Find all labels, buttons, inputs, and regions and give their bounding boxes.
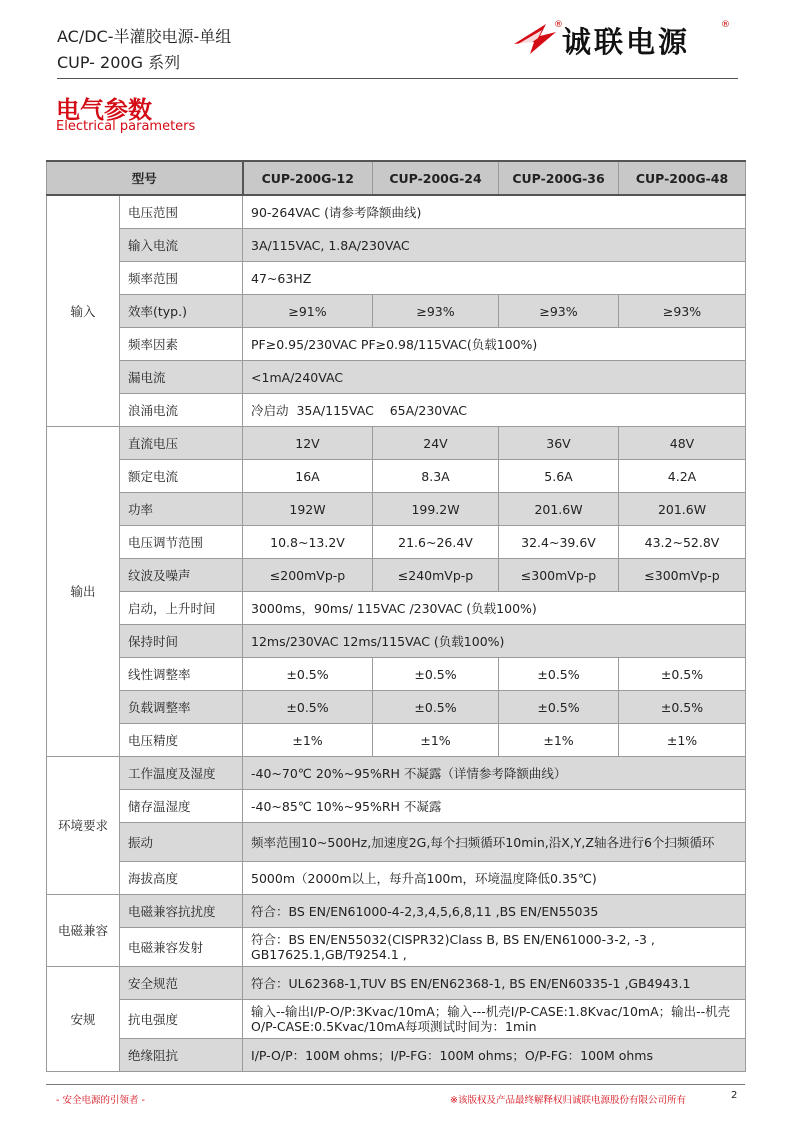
param-name: 启动，上升时间 [120,592,243,625]
table-row [47,757,746,790]
param-name: 漏电流 [120,361,243,394]
param-value: 201.6W [499,493,619,526]
table-row [47,724,746,757]
param-name: 频率因素 [120,328,243,361]
param-name: 频率范围 [120,262,243,295]
param-value: 24V [373,427,499,460]
table-row [47,862,746,895]
param-name: 工作温度及湿度 [120,757,243,790]
table-row [47,460,746,493]
param-name: 电磁兼容抗扰度 [120,895,243,928]
param-value: ≤200mVp-p [243,559,373,592]
param-value: 5.6A [499,460,619,493]
param-value: ≤240mVp-p [373,559,499,592]
param-value: <1mA/240VAC [243,361,746,394]
footer-copyright: ※该版权及产品最终解释权归诚联电源股份有限公司所有 [450,1095,686,1106]
table-row [47,427,746,460]
param-value: ±0.5% [373,691,499,724]
table-row [47,229,746,262]
footer-divider [46,1084,745,1085]
param-value: PF≥0.95/230VAC PF≥0.98/115VAC(负载100%) [243,328,746,361]
param-name: 电磁兼容发射 [120,928,243,967]
param-value: 47~63HZ [243,262,746,295]
param-value: 5000m（2000m以上，每升高100m，环境温度降低0.35℃) [243,862,746,895]
param-name: 储存温湿度 [120,790,243,823]
param-value: -40~85℃ 10%~95%RH 不凝露 [243,790,746,823]
model-name: CUP-200G-36 [499,161,619,195]
param-value: 192W [243,493,373,526]
param-name: 电压调节范围 [120,526,243,559]
param-name: 绝缘阻抗 [120,1039,243,1072]
param-value: 8.3A [373,460,499,493]
param-value: ≥93% [499,295,619,328]
group-label-safety: 安规 [47,967,120,1072]
table-row [47,361,746,394]
group-label-input: 输入 [47,195,120,427]
param-value: 36V [499,427,619,460]
param-name: 直流电压 [120,427,243,460]
table-row [47,559,746,592]
param-value: 输入--输出I/P-O/P:3Kvac/10mA；输入---机壳I/P-CASE:1.8Kvac/10mA；输出--机壳O/P-CASE:0.5Kvac/10mA每项测试时间为：1min [243,1000,746,1039]
param-value: 10.8~13.2V [243,526,373,559]
section-subtitle: Electrical parameters [56,119,196,134]
param-name: 功率 [120,493,243,526]
param-name: 额定电流 [120,460,243,493]
param-value: ±0.5% [619,691,746,724]
logo-arrow-icon [512,18,560,62]
param-name: 负载调整率 [120,691,243,724]
table-row [47,295,746,328]
param-value: ≤300mVp-p [499,559,619,592]
table-row [47,394,746,427]
electrical-parameters-table [46,160,746,1072]
param-value: I/P-O/P：100M ohms；I/P-FG：100M ohms；O/P-FG：100M ohms [243,1039,746,1072]
table-row [47,625,746,658]
param-value: 21.6~26.4V [373,526,499,559]
param-value: 符合：BS EN/EN61000-4-2,3,4,5,6,8,11 ,BS EN/EN55035 [243,895,746,928]
param-value: 16A [243,460,373,493]
param-name: 浪涌电流 [120,394,243,427]
model-name: CUP-200G-48 [619,161,746,195]
param-name: 保持时间 [120,625,243,658]
param-value: 32.4~39.6V [499,526,619,559]
footer-slogan: - 安全电源的引领者 - [56,1095,145,1106]
table-row [47,895,746,928]
registered-mark: ® [554,20,563,30]
series-subtitle: CUP- 200G 系列 [57,53,181,72]
param-name: 电压范围 [120,195,243,229]
company-logo [512,18,734,62]
param-value: ±0.5% [243,691,373,724]
registered-mark: ® [721,20,730,30]
param-value: 3A/115VAC, 1.8A/230VAC [243,229,746,262]
table-row [47,328,746,361]
param-value: ≥93% [619,295,746,328]
param-name: 安全规范 [120,967,243,1000]
param-value: 4.2A [619,460,746,493]
param-name: 输入电流 [120,229,243,262]
page-number: 2 [731,1090,738,1101]
param-value: 冷启动 35A/115VAC 65A/230VAC [243,394,746,427]
table-row [47,262,746,295]
param-value: -40~70℃ 20%~95%RH 不凝露（详情参考降额曲线） [243,757,746,790]
table-row [47,658,746,691]
table-header-row [47,161,746,195]
param-value: 符合：UL62368-1,TUV BS EN/EN62368-1, BS EN/EN60335-1 ,GB4943.1 [243,967,746,1000]
param-name: 振动 [120,823,243,862]
param-value: 43.2~52.8V [619,526,746,559]
param-value: 201.6W [619,493,746,526]
param-value: ±1% [619,724,746,757]
table-row [47,691,746,724]
param-value: 199.2W [373,493,499,526]
model-name: CUP-200G-24 [373,161,499,195]
param-value: ±0.5% [619,658,746,691]
series-title: AC/DC-半灌胶电源-单组 [57,27,232,46]
table-row [47,790,746,823]
param-value: ±1% [243,724,373,757]
param-name: 抗电强度 [120,1000,243,1039]
group-label-environment: 环境要求 [47,757,120,895]
param-name: 电压精度 [120,724,243,757]
param-value: ≤300mVp-p [619,559,746,592]
param-value: 符合：BS EN/EN55032(CISPR32)Class B, BS EN/EN61000-3-2, -3 , GB17625.1,GB/T9254.1 , [243,928,746,967]
param-value: 90-264VAC (请参考降额曲线) [243,195,746,229]
header-divider [57,78,738,79]
param-value: ±1% [499,724,619,757]
param-value: ≥91% [243,295,373,328]
param-value: ≥93% [373,295,499,328]
group-label-emc: 电磁兼容 [47,895,120,967]
param-name: 海拔高度 [120,862,243,895]
param-value: ±0.5% [499,658,619,691]
param-name: 纹波及噪声 [120,559,243,592]
param-value: ±0.5% [373,658,499,691]
group-label-output: 输出 [47,427,120,757]
table-row [47,195,746,229]
param-value: 12V [243,427,373,460]
param-value: 频率范围10~500Hz,加速度2G,每个扫频循环10min,沿X,Y,Z轴各进行6个扫频循环 [243,823,746,862]
model-header: 型号 [47,161,243,195]
table-row [47,1000,746,1039]
param-value: ±0.5% [243,658,373,691]
param-value: ±1% [373,724,499,757]
table-row [47,928,746,967]
param-value: ±0.5% [499,691,619,724]
table-row [47,967,746,1000]
model-name: CUP-200G-12 [243,161,373,195]
param-value: 12ms/230VAC 12ms/115VAC (负载100%) [243,625,746,658]
param-name: 线性调整率 [120,658,243,691]
param-value: 48V [619,427,746,460]
section-title: 电气参数 [56,96,152,124]
table-row [47,526,746,559]
param-name: 效率(typ.) [120,295,243,328]
table-row [47,592,746,625]
table-row [47,1039,746,1072]
table-row [47,823,746,862]
logo-text: 诚联电源 [562,25,691,59]
table-row [47,493,746,526]
param-value: 3000ms，90ms/ 115VAC /230VAC (负载100%) [243,592,746,625]
